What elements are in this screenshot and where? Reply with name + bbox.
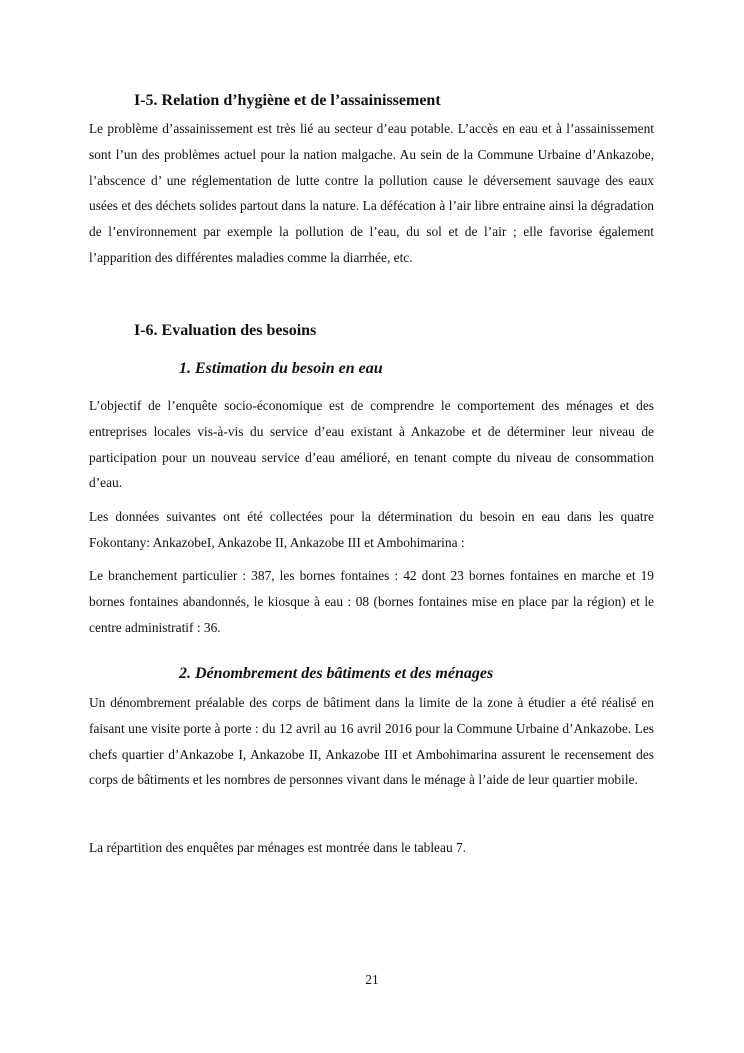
section-heading-evaluation: I-6. Evaluation des besoins [134,322,317,339]
paragraph-data-collected: Les données suivantes ont été collectées pour la détermination du besoin en eau dans les quatre Fokontany: AnkazobeI, Ankazobe II, Ankazobe III et Ambohimarina : [89,509,654,550]
paragraph-survey-objective: L’objectif de l’enquête socio-économique est de comprendre le comportement des ménages et des entreprises locales vis-à-vis du service d’eau existant à Ankazobe et de déterminer leur niveau de participation pour un nouveau service d’eau amélioré, en tenant compte du niveau de consommation d’eau. [89,398,654,491]
paragraph-hygiene: Le problème d’assainissement est très lié au secteur d’eau potable. L’accès en eau et à l’assainissement sont l’un des problèmes actuel pour la nation malgache. Au sein de la Commune Urbaine d’Ankazobe, l’abscence d’ une réglementation de lutte contre la pollution cause le déversement sauvage des eaux usées et des déchets solides partout dans la nature. La défécation à l’air libre entraine ainsi la dégradation de l’environnement par exemple la pollution de l’eau, du sol et de l’air ; elle favorise également l’apparition des différentes maladies comme la diarrhée, etc. [89,121,654,265]
paragraph-census: Un dénombrement préalable des corps de bâtiment dans la limite de la zone à étudier a été réalisé en faisant une visite porte à porte : du 12 avril au 16 avril 2016 pour la Commune Urbaine d’Ankazobe. Les chefs quartier d’Ankazobe I, Ankazobe II, Ankazobe III et Ambohimarina assurent le recensement des corps de bâtiments et les nombres de personnes vivant dans le ménage à l’aide de leur quartier mobile. [89,695,654,788]
paragraph-table-reference: La répartition des enquêtes par ménages est montrée dans le tableau 7. [89,840,467,855]
subsection-heading-water-need: 1. Estimation du besoin en eau [179,360,383,377]
section-heading-hygiene: I-5. Relation d’hygiène et de l’assainissement [134,92,441,109]
subsection-heading-census: 2. Dénombrement des bâtiments et des ménages [179,665,494,682]
page-number: 21 [365,972,379,987]
paragraph-connections: Le branchement particulier : 387, les bornes fontaines : 42 dont 23 bornes fontaines en marche et 19 bornes fontaines abandonnés, le kiosque à eau : 08 (bornes fontaines mise en place par la région) et le centre administratif : 36. [89,568,654,635]
